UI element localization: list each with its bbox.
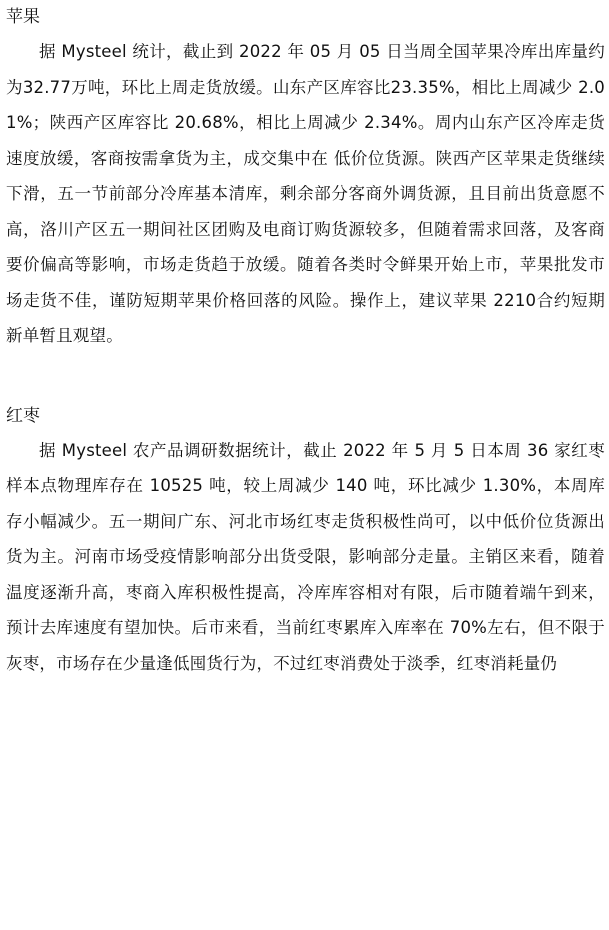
- section-title-apple: 苹果: [6, 7, 40, 27]
- section-spacer: [6, 354, 605, 399]
- section-paragraph-jujube: 据 Mysteel 农产品调研数据统计，截止 2022 年 5 月 5 日本周 36 家红枣样本点物理库存在 10525 吨，较上周减少 140 吨，环比减少 1.30%，本周库存小幅减少。五一期间广东、河北市场红枣走货积极性尚可，以中低价位货源出货为主。河南市场受疫情影响部分出货受限，影响部分走量。主销区来看，随着温度逐渐升高，枣商入库积极性提高，冷库库容相对有限，后市随着端午到来，预计去库速度有望加快。后市来看，当前红枣累库入库率在 70%左右，但不限于灰枣，市场存在少量逢低囤货行为，不过红枣消费处于淡季，红枣消耗量仍: [6, 440, 605, 673]
- section-paragraph-apple: 据 Mysteel 统计，截止到 2022 年 05 月 05 日当周全国苹果冷库出库量约为32.77万吨，环比上周走货放缓。山东产区库容比23.35%，相比上周减少 2.01%；陕西产区库容比 20.68%，相比上周减少 2.34%。周内山东产区冷库走货速度放缓，客商按需拿货为主，成交集中在 低价位货源。陕西产区苹果走货继续下滑，五一节前部分冷库基本清库，剩余部分客商外调货源，且目前出货意愿不高，洛川产区五一期间社区团购及电商订购货源较多，但随着需求回落，及客商要价偏高等影响，市场走货趋于放缓。随着各类时令鲜果开始上市，苹果批发市场走货不佳，谨防短期苹果价格回落的风险。操作上，建议苹果 2210合约短期新单暂且观望。: [6, 42, 605, 345]
- section-title-jujube: 红枣: [6, 405, 40, 426]
